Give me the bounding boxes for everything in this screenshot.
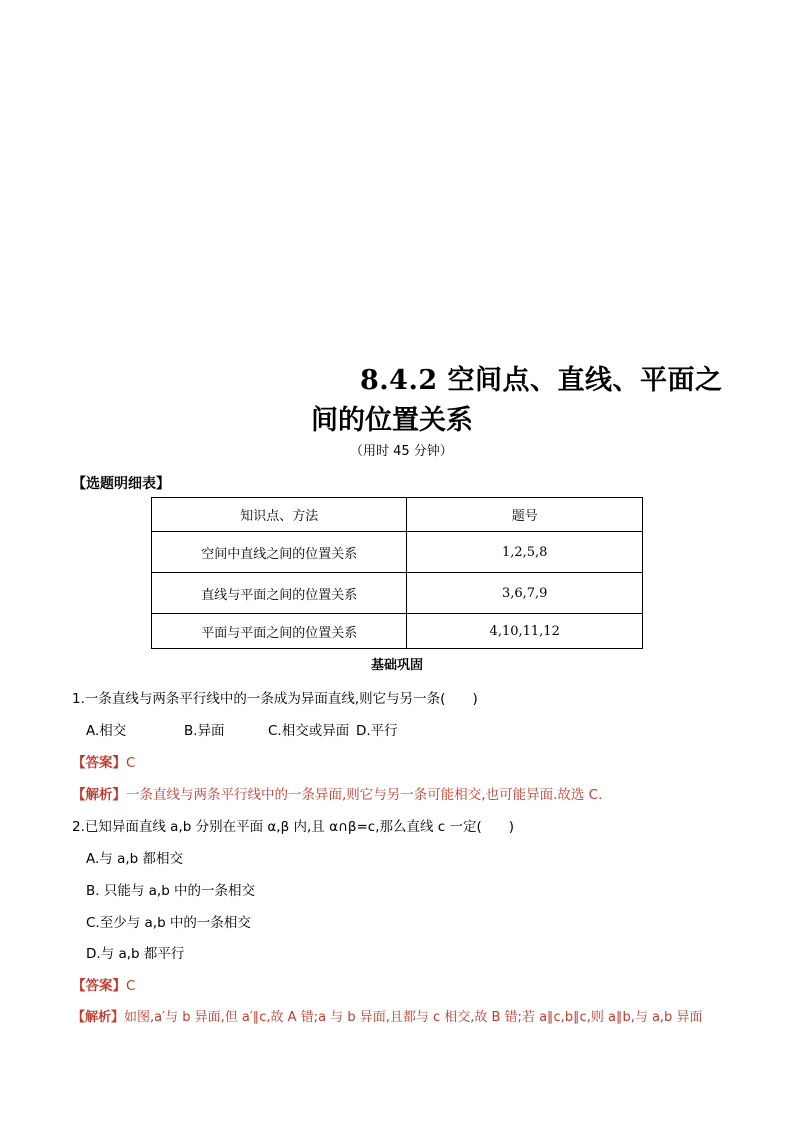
selection-detail-table: [151, 497, 643, 649]
analysis-text: 如图,a′与 b 异面,但 a′∥c,故 A 错;a 与 b 异面,且都与 c 相交,故 B 错;若 a∥c,b∥c,则 a∥b,与 a,b 异面: [124, 1010, 703, 1025]
page-title-line2: 间的位置关系: [311, 405, 473, 436]
table-header-row: [152, 498, 643, 532]
table-cell-topic: 平面与平面之间的位置关系: [152, 614, 407, 649]
analysis-text: 一条直线与两条平行线中的一条异面,则它与另一条可能相交,也可能异面.故选 C.: [126, 787, 603, 803]
question-2-answer: [72, 974, 135, 994]
answer-label: 【答案】: [72, 978, 126, 994]
option-a: A.与 a,b 都相交: [86, 851, 184, 867]
answer-value: C: [126, 755, 136, 771]
answer-value: C: [126, 978, 136, 994]
option-c: C.至少与 a,b 中的一条相交: [86, 915, 251, 931]
option-b: B.异面: [184, 723, 225, 739]
table-header-topic: 知识点、方法: [152, 498, 407, 532]
option-d: D.与 a,b 都平行: [86, 946, 185, 962]
time-subtitle: （用时 45 分钟）: [350, 444, 453, 459]
table-row: [152, 532, 643, 573]
table-cell-topic: 空间中直线之间的位置关系: [152, 532, 407, 573]
table-cell-numbers: 4,10,11,12: [407, 614, 643, 649]
answer-label: 【答案】: [72, 755, 126, 771]
section-heading: 基础巩固: [370, 658, 423, 673]
question-1-options: [86, 719, 398, 739]
analysis-label: 【解析】: [72, 787, 126, 803]
option-c: C.相交或异面: [268, 723, 350, 739]
question-1-analysis: [72, 783, 602, 803]
table-row: [152, 573, 643, 614]
option-b: B. 只能与 a,b 中的一条相交: [86, 883, 256, 899]
table-cell-topic: 直线与平面之间的位置关系: [152, 573, 407, 614]
table-header-numbers: 题号: [407, 498, 643, 532]
question-1-answer: [72, 751, 135, 771]
table-cell-numbers: 3,6,7,9: [407, 573, 643, 614]
table-cell-numbers: 1,2,5,8: [407, 532, 643, 573]
question-2-stem: 2.已知异面直线 a,b 分别在平面 α,β 内,且 α∩β=c,那么直线 c 一定( ): [72, 819, 515, 835]
analysis-label: 【解析】: [72, 1010, 125, 1025]
table-row: [152, 614, 643, 649]
page-title-line1: 8.4.2 空间点、直线、平面之: [360, 365, 723, 396]
option-d: D.平行: [356, 723, 398, 739]
option-a: A.相交: [86, 723, 127, 739]
selection-detail-label: 【选题明细表】: [72, 476, 170, 492]
question-1-stem: 1.一条直线与两条平行线中的一条成为异面直线,则它与另一条( ): [72, 691, 478, 707]
question-2-analysis: [72, 1006, 702, 1025]
